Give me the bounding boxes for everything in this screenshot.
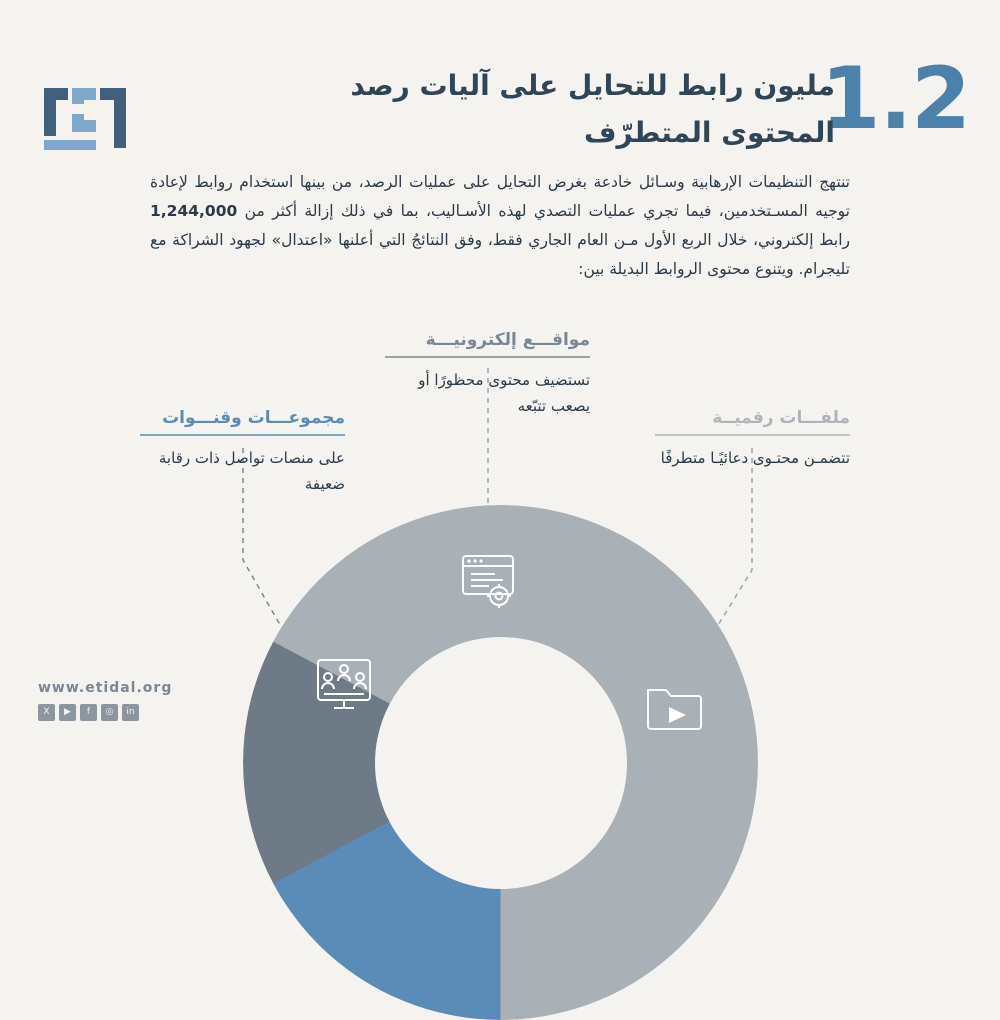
category-desc: على منصات تواصل ذات رقابة ضعيفة xyxy=(158,449,345,493)
etidal-logo xyxy=(38,80,134,156)
paragraph-text-after: رابط إلكتروني، خلال الربع الأول مـن العام الجاري فقط، وفق النتائجُ التي أعلنها «اعتدال» لجهود الشراكة مع تليجرام. ويتنوع محتوى الروابط البديلة بين: xyxy=(150,231,850,278)
browser-window-gear-icon xyxy=(455,548,527,620)
category-desc: تستضيف محتوى محظورًا أو يصعب تتبّعه xyxy=(418,371,590,415)
social-icon-youtube[interactable]: ▶ xyxy=(59,704,76,721)
social-icon-instagram[interactable]: ◎ xyxy=(101,704,118,721)
social-icon-facebook[interactable]: f xyxy=(80,704,97,721)
website-url[interactable]: www.etidal.org xyxy=(38,680,173,696)
video-folder-icon xyxy=(640,672,712,744)
category-title: ملفـــات رقميــة xyxy=(655,408,850,436)
category-title: مواقـــع إلكترونيـــة xyxy=(385,330,590,358)
category-title: مجموعـــات وقنـــوات xyxy=(140,408,345,436)
social-icon-linkedin[interactable]: in xyxy=(122,704,139,721)
donut-center-hole xyxy=(375,637,627,889)
paragraph-text-before: تنتهج التنظيمات الإرهابية وسـائل خادعة بغرض التحايل على عمليات الرصد، من بينها استخدام روابط لإعادة توجيه المسـتخدمين، فيما تجري عمليات التصدي لهذه الأسـاليب، بما في ذلك إزالة أكثر من xyxy=(150,173,850,220)
stat-number: 1.2 xyxy=(820,49,970,149)
category-label-digital-files xyxy=(655,408,850,471)
category-label-groups-channels xyxy=(140,408,345,497)
category-desc: تتضمـن محتـوى دعائيًـا متطرفًا xyxy=(660,449,850,467)
paragraph-highlight-number: 1,244,000 xyxy=(150,202,238,220)
headline-line-2: المحتوى المتطرّف xyxy=(584,116,835,149)
headline-line-1: مليون رابط للتحايل على آليات رصد xyxy=(350,69,835,102)
category-label-websites xyxy=(385,330,590,419)
group-broadcast-icon xyxy=(310,650,382,722)
social-links[interactable] xyxy=(38,704,218,721)
footer xyxy=(38,680,218,721)
social-icon-x[interactable]: X xyxy=(38,704,55,721)
intro-paragraph xyxy=(150,168,850,284)
header xyxy=(0,34,1000,149)
page-title xyxy=(315,62,835,156)
